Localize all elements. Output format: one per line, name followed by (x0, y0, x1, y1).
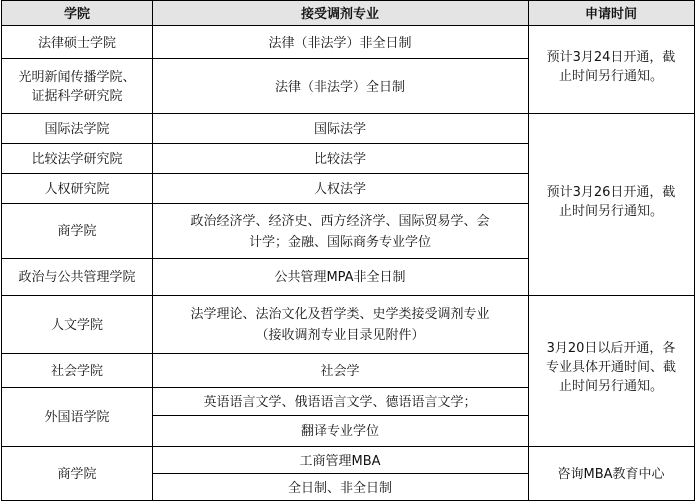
header-time: 申请时间 (584, 7, 638, 22)
major-cell: 政治经济学、经济史、西方经济学、国际贸易学、会 (190, 214, 490, 229)
college-cell: 人文学院 (50, 318, 104, 333)
time-cell: 止时间另行通知。 (558, 69, 664, 84)
major-cell: 比较法学 (313, 152, 367, 167)
time-cell: 专业具体开通时间、截 (545, 360, 677, 375)
college-cell: 商学院 (57, 467, 97, 482)
college-cell: 国际法学院 (44, 122, 110, 137)
major-cell: 法律（非法学）非全日制 (268, 36, 412, 51)
college-cell: 光明新闻传播学院、 (18, 70, 136, 85)
major-cell: 工商管理MBA (299, 454, 381, 469)
major-cell: 社会学 (320, 364, 360, 379)
major-cell: 国际法学 (313, 122, 367, 137)
time-cell: 止时间另行通知。 (558, 204, 664, 219)
college-cell: 外国语学院 (44, 410, 110, 425)
college-cell: 政治与公共管理学院 (18, 270, 136, 285)
major-cell: 公共管理MPA非全日制 (274, 270, 406, 285)
time-cell: 咨询MBA教育中心 (557, 467, 665, 482)
major-cell: 法律（非法学）全日制 (274, 80, 406, 95)
college-cell: 商学院 (57, 224, 97, 239)
time-cell: 预计3月24日开通，截 (546, 50, 676, 65)
college-cell: 证据科学研究院 (31, 89, 123, 104)
header-majors: 接受调剂专业 (300, 7, 380, 22)
major-cell: 全日制、非全日制 (287, 481, 393, 496)
college-cell: 人权研究院 (44, 182, 110, 197)
major-cell: 人权法学 (313, 182, 367, 197)
major-cell: （接收调剂专业目录见附件） (255, 328, 425, 343)
major-cell: 法学理论、法治文化及哲学类、史学类接受调剂专业 (190, 307, 490, 322)
college-cell: 比较法学研究院 (31, 152, 123, 167)
time-cell: 止时间另行通知。 (558, 379, 664, 394)
major-cell: 英语语言文学、俄语语言文学、德语语言文学； (203, 395, 477, 410)
college-cell: 法律硕士学院 (37, 36, 117, 51)
major-cell: 计学；金融、国际商务专业学位 (248, 235, 432, 250)
time-cell: 3月20日以后开通，各 (546, 341, 676, 356)
major-cell: 翻译专业学位 (300, 424, 380, 439)
time-cell: 预计3月26日开通，截 (546, 185, 676, 200)
header-college: 学院 (63, 7, 91, 22)
college-cell: 社会学院 (50, 364, 104, 379)
